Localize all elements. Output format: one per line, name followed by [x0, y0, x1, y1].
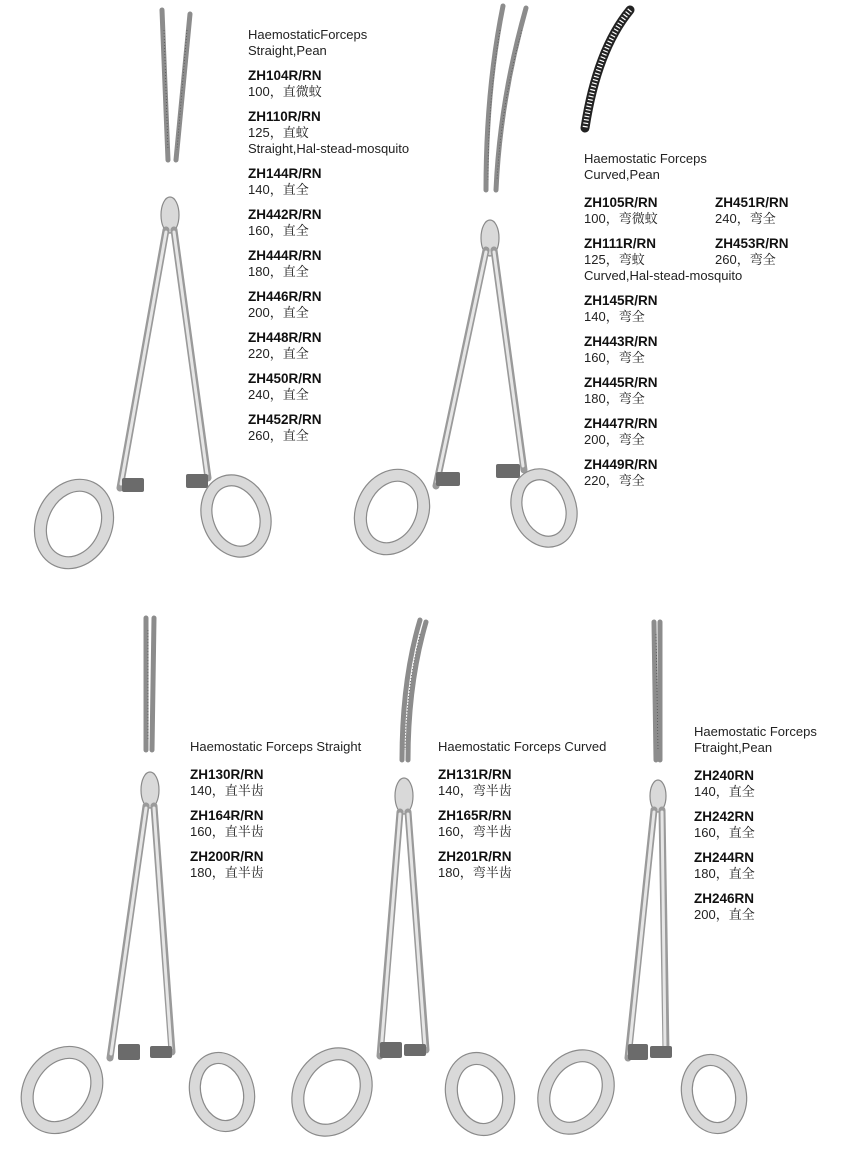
product-code: ZH110R/RN: [248, 109, 321, 124]
product-code: ZH450R/RN: [248, 371, 322, 386]
product-size: 160，弯半齿: [438, 824, 512, 839]
straight-half-spec: [190, 739, 361, 881]
straight-pean-spec: [248, 27, 409, 444]
product-code: ZH105R/RN: [584, 195, 658, 210]
product-size: 260，直全: [248, 428, 309, 443]
product-note: Curved,Hal-stead-mosquito: [584, 268, 743, 283]
product-size: 140，直全: [694, 784, 755, 799]
curved-half-spec: [438, 739, 606, 881]
product-size: 100，弯微蚊: [584, 211, 658, 226]
product-size: 200，直全: [694, 907, 755, 922]
product-code: ZH144R/RN: [248, 166, 322, 181]
product-code: ZH446R/RN: [248, 289, 322, 304]
product-size: 220，弯全: [584, 473, 645, 488]
product-size: 125，弯蚊: [584, 252, 645, 267]
product-size: 160，直全: [694, 825, 755, 840]
product-size: 180，直全: [694, 866, 755, 881]
product-size: 140，直全: [248, 182, 309, 197]
product-size: 240，弯全: [715, 211, 776, 226]
product-code: ZH240RN: [694, 768, 755, 783]
section-subtitle: Straight,Pean: [248, 43, 327, 58]
product-size: 180，弯半齿: [438, 865, 512, 880]
product-code: ZH244RN: [694, 850, 755, 865]
section-title: HaemostaticForceps: [248, 27, 368, 42]
product-code: ZH453R/RN: [715, 236, 789, 251]
product-size: 240，直全: [248, 387, 309, 402]
product-code: ZH165R/RN: [438, 808, 512, 823]
product-code: ZH444R/RN: [248, 248, 322, 263]
product-code: ZH164R/RN: [190, 808, 264, 823]
section-title: Haemostatic Forceps: [584, 151, 707, 166]
section-title: Haemostatic Forceps Curved: [438, 739, 607, 754]
product-size: 160，弯全: [584, 350, 645, 365]
product-code: ZH451R/RN: [715, 195, 789, 210]
product-size: 200，直全: [248, 305, 309, 320]
product-code: ZH104R/RN: [248, 68, 322, 83]
product-code: ZH201R/RN: [438, 849, 512, 864]
product-size: 160，直半齿: [190, 824, 264, 839]
product-code: ZH246RN: [694, 891, 755, 906]
product-size: 140，弯半齿: [438, 783, 512, 798]
product-size: 180，直全: [248, 264, 309, 279]
product-size: 220，直全: [248, 346, 309, 361]
ftraight-pean-spec: [694, 724, 817, 923]
product-size: 125，直蚊: [248, 125, 309, 140]
section-subtitle: Curved,Pean: [584, 167, 660, 182]
product-code: ZH449R/RN: [584, 457, 658, 472]
product-size: 200，弯全: [584, 432, 645, 447]
product-code: ZH445R/RN: [584, 375, 658, 390]
curved-pean-spec: [584, 151, 824, 489]
product-code: ZH242RN: [694, 809, 755, 824]
product-note: Straight,Hal-stead-mosquito: [248, 141, 410, 156]
product-size: 180，直半齿: [190, 865, 264, 880]
product-size: 140，直半齿: [190, 783, 264, 798]
product-size: 100，直微蚊: [248, 84, 322, 99]
section-title: Haemostatic Forceps: [694, 724, 817, 739]
straight-half-serrated-forceps-icon: [0, 600, 300, 1166]
product-code: ZH448R/RN: [248, 330, 322, 345]
product-code: ZH442R/RN: [248, 207, 322, 222]
section-subtitle: Ftraight,Pean: [694, 740, 773, 755]
product-code: ZH111R/RN: [584, 236, 657, 251]
product-code: ZH447R/RN: [584, 416, 658, 431]
curved-half-serrated-forceps-icon: [280, 600, 560, 1166]
product-code: ZH443R/RN: [584, 334, 658, 349]
curved-jaw-detail-icon: [575, 0, 645, 135]
product-size: 140，弯全: [584, 309, 645, 324]
product-code: ZH130R/RN: [190, 767, 264, 782]
product-code: ZH131R/RN: [438, 767, 512, 782]
product-size: 260，弯全: [715, 252, 776, 267]
product-code: ZH452R/RN: [248, 412, 322, 427]
product-size: 160，直全: [248, 223, 309, 238]
product-code: ZH145R/RN: [584, 293, 658, 308]
section-title: Haemostatic Forceps Straight: [190, 739, 362, 754]
product-size: 180，弯全: [584, 391, 645, 406]
product-code: ZH200R/RN: [190, 849, 264, 864]
